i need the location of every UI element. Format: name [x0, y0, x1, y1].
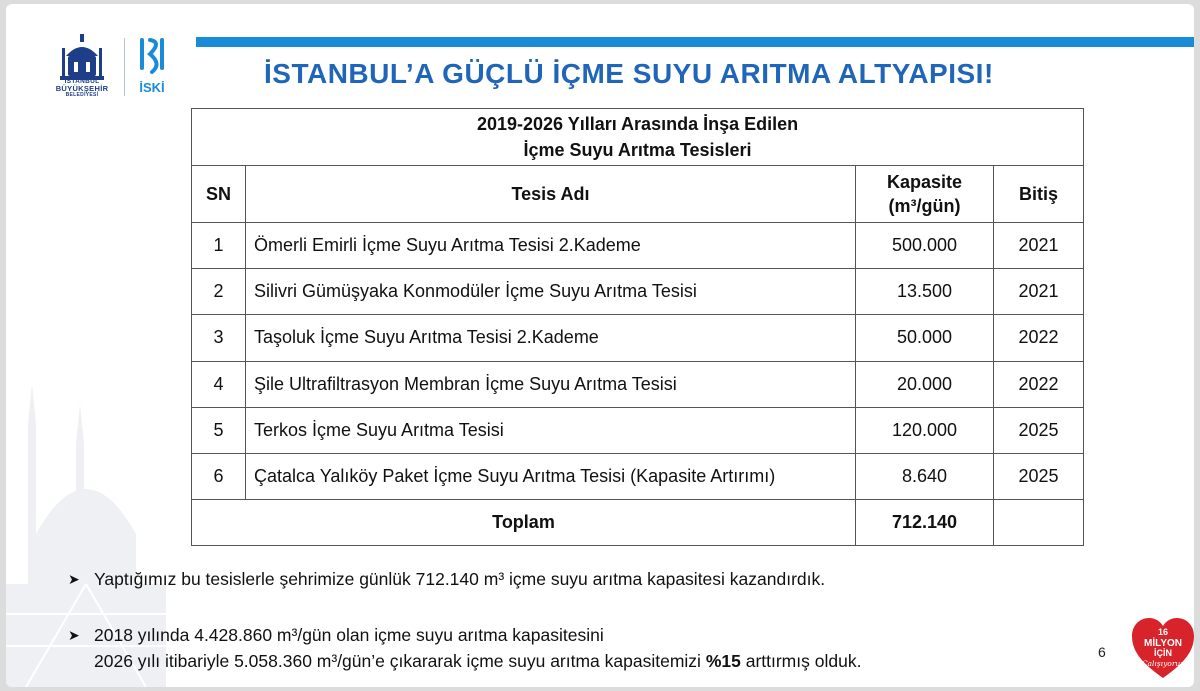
bullet-capacity-line2-end: arttırmış olduk. [740, 651, 862, 671]
cell-sn: 3 [192, 315, 246, 361]
cell-name: Silivri Gümüşyaka Konmodüler İçme Suyu Arıtma Tesisi [246, 269, 856, 315]
table-row [192, 453, 1084, 499]
cell-name: Şile Ultrafiltrasyon Membran İçme Suyu Arıtma Tesisi [246, 361, 856, 407]
ibb-logo-line2: BÜYÜKŞEHİR [55, 84, 109, 93]
table-row [192, 269, 1084, 315]
heart-badge-icon [1130, 616, 1194, 682]
cell-sn: 4 [192, 361, 246, 407]
cell-capacity: 500.000 [856, 223, 994, 269]
ibb-logo-line3: BELEDİYESİ [65, 92, 99, 98]
header-capacity [856, 166, 994, 223]
cell-finish: 2022 [994, 361, 1084, 407]
ibb-logo-line1: İSTANBUL [64, 78, 100, 85]
cell-finish: 2025 [994, 407, 1084, 453]
bullet-capacity-line2: 2026 yılı itibariyle 5.058.360 m³/gün’e çıkararak içme suyu arıtma kapasitemizi [94, 651, 706, 671]
cell-finish: 2021 [994, 223, 1084, 269]
table-caption [192, 109, 1084, 166]
bullet-capacity-percent: %15 [705, 651, 741, 671]
badge-line3: İÇİN [1154, 648, 1172, 658]
bullet-summary-text: Yaptığımız bu tesislerle şehrimize günlük 712.140 m³ içme suyu arıtma kapasitesi kazandırdık. [94, 569, 826, 589]
table-caption-line2: İçme Suyu Arıtma Tesisleri [523, 140, 752, 161]
cell-finish: 2022 [994, 315, 1084, 361]
iski-logo-text: İSKİ [139, 80, 165, 95]
bullet-summary [68, 566, 825, 592]
table-caption-row [192, 109, 1084, 166]
slide [6, 4, 1194, 687]
cell-sn: 5 [192, 407, 246, 453]
table-header-row [192, 166, 1084, 223]
badge-line2: MİLYON [1144, 638, 1182, 649]
table-row [192, 361, 1084, 407]
cell-name: Çatalca Yalıköy Paket İçme Suyu Arıtma Tesisi (Kapasite Artırımı) [246, 453, 856, 499]
cell-finish: 2021 [994, 269, 1084, 315]
bullet-capacity [68, 622, 861, 674]
cell-capacity: 8.640 [856, 453, 994, 499]
logo-divider [124, 38, 125, 96]
table-row [192, 315, 1084, 361]
table-total-row [192, 499, 1084, 545]
header-name: Tesis Adı [246, 166, 856, 223]
header-accent-bar [196, 37, 1194, 47]
cell-capacity: 20.000 [856, 361, 994, 407]
ibb-logo-text [42, 78, 122, 99]
badge-line4: Çalışıyoruz [1141, 659, 1185, 668]
total-label: Toplam [192, 499, 856, 545]
table-caption-line1: 2019-2026 Yılları Arasında İnşa Edilen [476, 114, 799, 135]
cell-sn: 2 [192, 269, 246, 315]
cell-capacity: 50.000 [856, 315, 994, 361]
arrow-bullet-icon: ➤ [68, 571, 80, 587]
header-capacity-line1: Kapasite [886, 172, 963, 193]
cell-name: Ömerli Emirli İçme Suyu Arıtma Tesisi 2.Kademe [246, 223, 856, 269]
page-number: 6 [1098, 644, 1106, 660]
facilities-table [191, 108, 1084, 546]
badge-line1: 16 [1157, 627, 1169, 637]
header-sn: SN [192, 166, 246, 223]
cell-sn: 1 [192, 223, 246, 269]
cell-name: Terkos İçme Suyu Arıtma Tesisi [246, 407, 856, 453]
arrow-bullet-icon: ➤ [68, 627, 80, 643]
header-capacity-line2: (m³/gün) [888, 196, 961, 217]
iski-logo-icon [134, 34, 170, 98]
total-empty-cell [994, 499, 1084, 545]
bullet-capacity-line1: 2018 yılında 4.428.860 m³/gün olan içme suyu arıtma kapasitesini [94, 625, 604, 645]
cell-name: Taşoluk İçme Suyu Arıtma Tesisi 2.Kademe [246, 315, 856, 361]
page-title: İSTANBUL’A GÜÇLÜ İÇME SUYU ARITMA ALTYAPISI! [264, 58, 994, 89]
table-row [192, 223, 1084, 269]
table-row [192, 407, 1084, 453]
total-value: 712.140 [856, 499, 994, 545]
header-finish: Bitiş [994, 166, 1084, 223]
cell-finish: 2025 [994, 453, 1084, 499]
cell-capacity: 13.500 [856, 269, 994, 315]
cell-capacity: 120.000 [856, 407, 994, 453]
cell-sn: 6 [192, 453, 246, 499]
